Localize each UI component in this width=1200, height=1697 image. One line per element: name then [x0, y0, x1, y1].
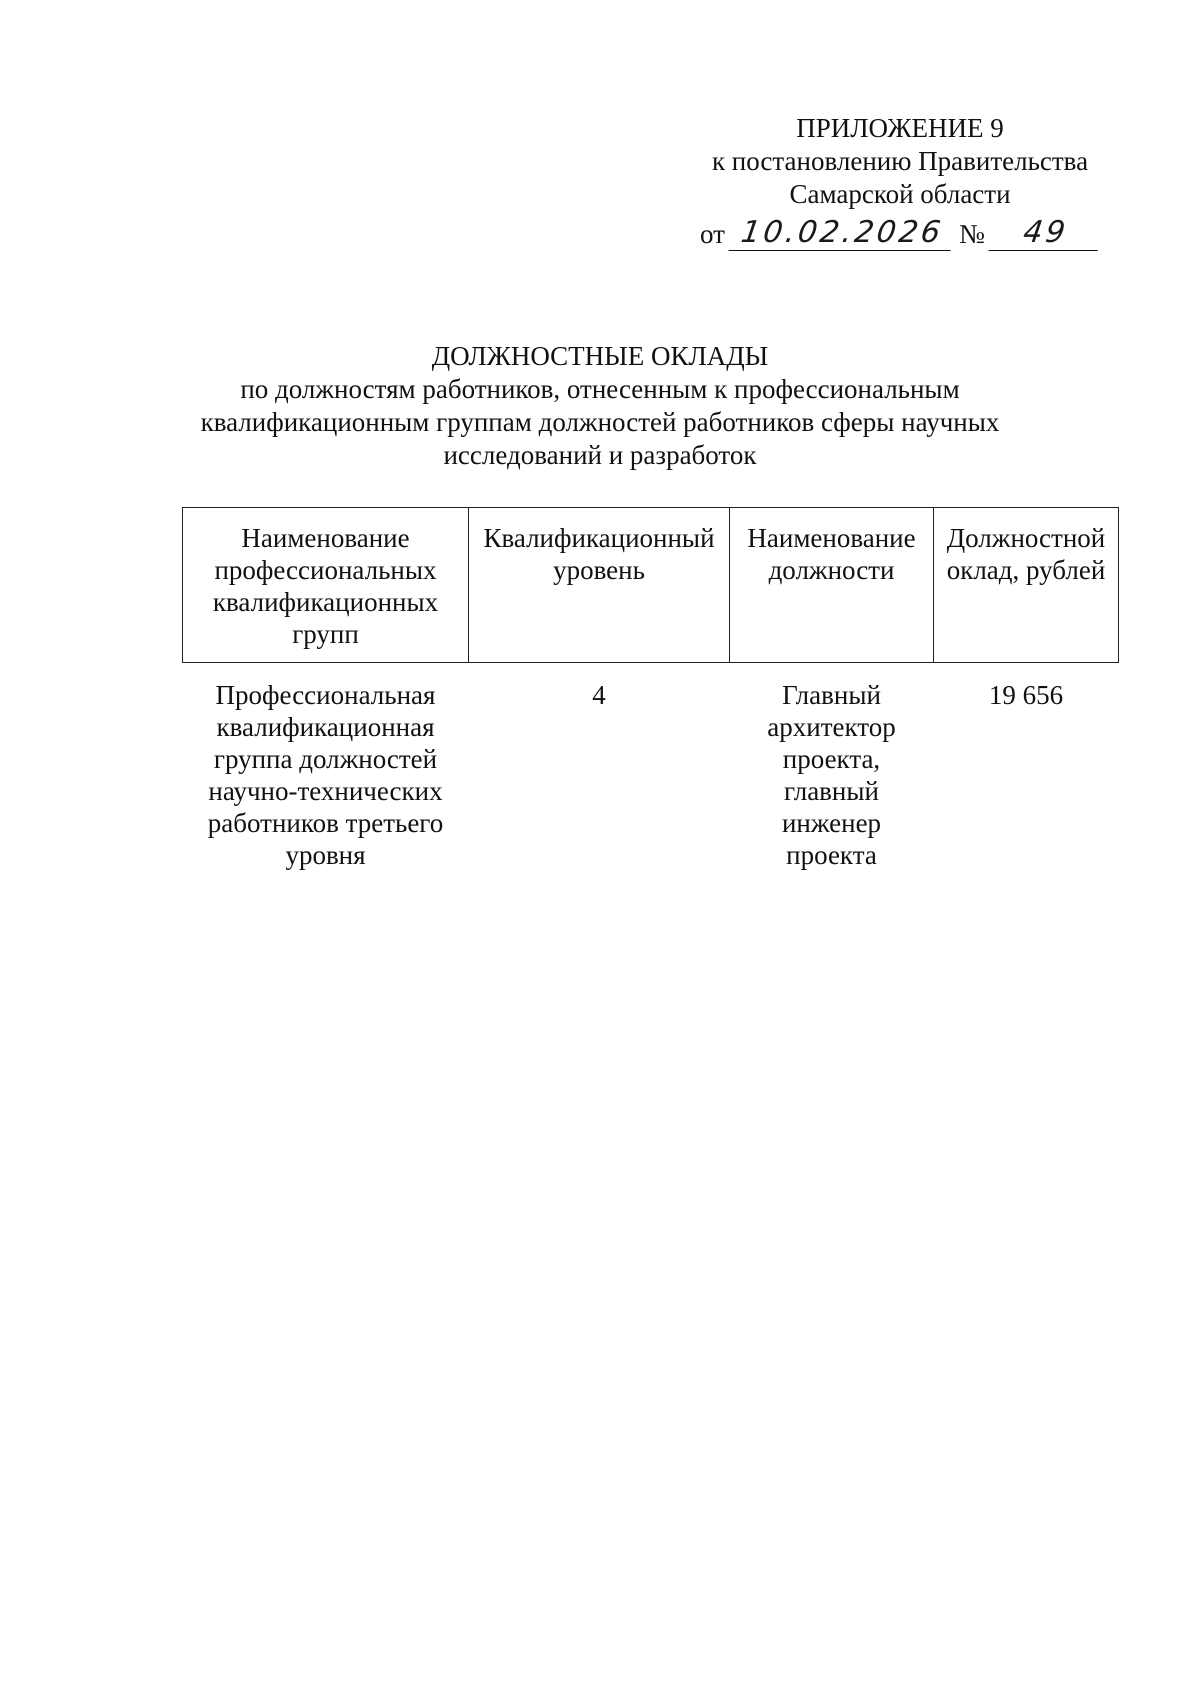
salary-table — [182, 507, 1119, 879]
document-subtitle-line-3: исследований и разработок — [443, 440, 757, 470]
header-position-name: Наименование должности — [730, 508, 934, 663]
document-title: ДОЛЖНОСТНЫЕ ОКЛАДЫ — [431, 341, 769, 371]
appendix-resolution-line: к постановлению Правительства — [711, 146, 1089, 176]
handwritten-number: 49 — [988, 216, 1102, 251]
document-subtitle-line-2: квалификационным группам должностей работников сферы научных — [200, 407, 1000, 437]
appendix-region-line: Самарской области — [789, 179, 1011, 209]
appendix-title: ПРИЛОЖЕНИЕ 9 — [796, 113, 1004, 143]
table-row — [183, 663, 1119, 880]
cell-salary: 19 656 — [988, 680, 1064, 710]
header-salary: Должностной оклад, рублей — [934, 508, 1119, 663]
appendix-reference-line — [700, 211, 1100, 251]
handwritten-date: 10.02.2026 — [728, 216, 955, 251]
table-header-row — [183, 508, 1119, 663]
document-subtitle-line-1: по должностям работников, отнесенным к профессиональным — [240, 374, 960, 404]
appendix-header — [700, 112, 1100, 251]
header-group-name: Наименование профессиональных квалификационных групп — [183, 508, 469, 663]
number-label: № — [959, 219, 985, 249]
document-title-block — [160, 340, 1040, 472]
cell-group-name: Профессиональная квалификационная группа должностей научно-технических работников третьего уровня — [207, 680, 444, 870]
date-label: от — [700, 219, 725, 249]
cell-position-name: Главный архитектор проекта, главный инженер проекта — [767, 680, 896, 870]
header-qualification-level: Квалификационный уровень — [469, 508, 730, 663]
cell-qualification-level: 4 — [592, 680, 606, 710]
